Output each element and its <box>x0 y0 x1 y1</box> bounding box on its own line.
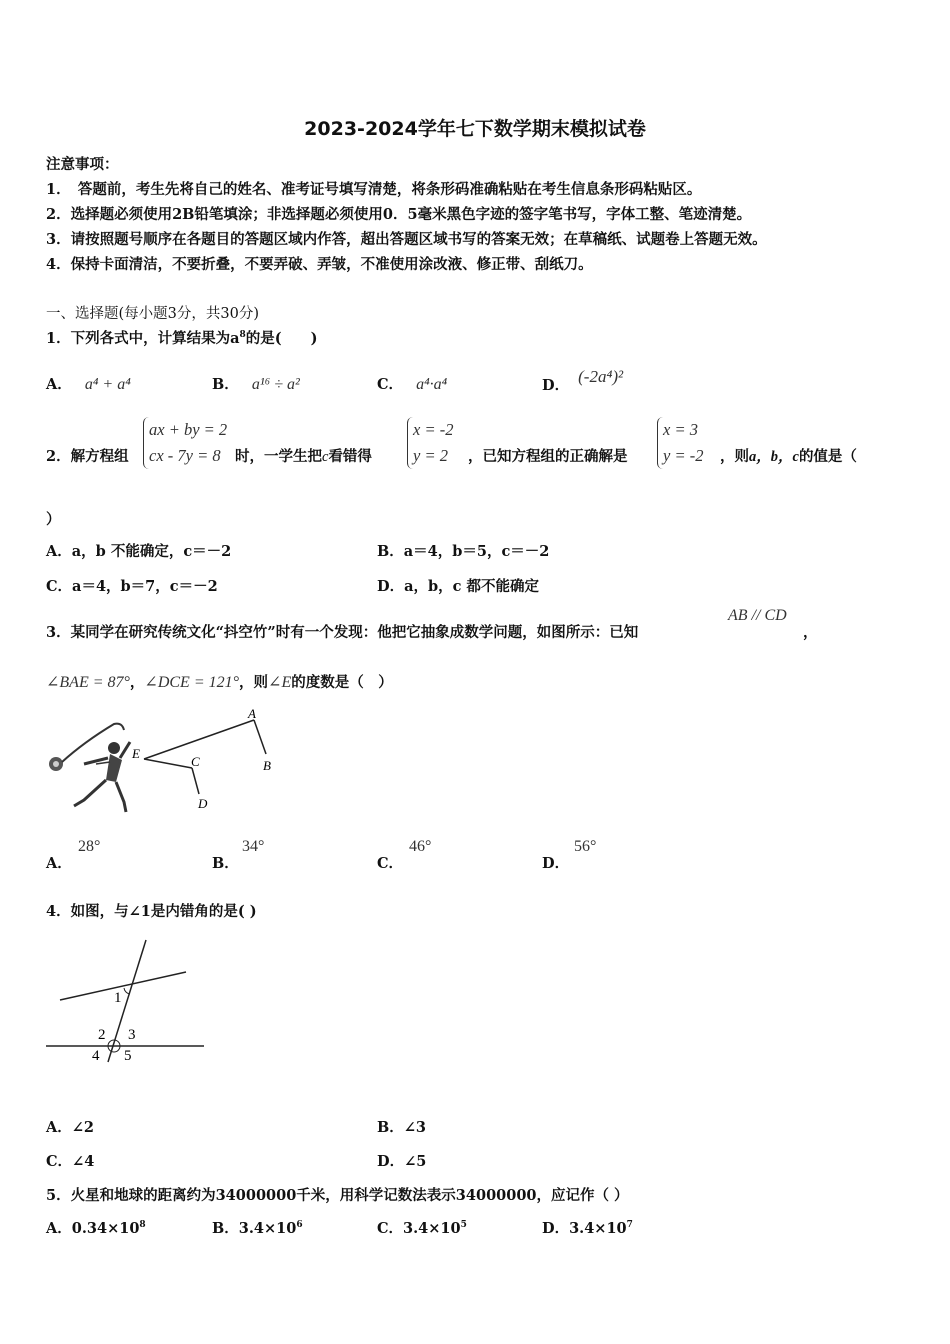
person-illustration <box>49 724 130 812</box>
notice-item: 3．请按照题号顺序在各题目的答题区域内作答，超出答题区域书写的答案无效；在草稿纸、试题卷上答题无效。 <box>46 231 767 248</box>
q3-option-c[interactable]: C． <box>377 855 404 872</box>
fig-label-a: A <box>248 706 256 721</box>
q3-stem-line2: ∠BAE = 87°，∠DCE = 121°，则∠E的度数是（ ） <box>46 674 393 691</box>
q2-stem-part2: 时，一学生把c看错得 <box>235 448 372 465</box>
q2-wrong-solution: x = -2 y = 2 <box>407 417 453 469</box>
q1-option-a[interactable]: A． a⁴ + a⁴ <box>46 376 131 393</box>
q2-correct-solution: x = 3 y = -2 <box>657 417 703 469</box>
notice-heading: 注意事项： <box>46 156 119 173</box>
fig-label-e: E <box>132 746 140 761</box>
notice-item: 2．选择题必须使用2B铅笔填涂；非选择题必须使用0．5毫米黑色字迹的签字笔书写，字体工整、笔迹清楚。 <box>46 206 752 223</box>
q2-option-c[interactable]: C．a＝4，b＝7，c＝－2 <box>46 578 218 595</box>
q1-option-c[interactable]: C． a⁴·a⁴ <box>377 376 448 393</box>
q2-option-d[interactable]: D．a，b，c 都不能确定 <box>377 578 539 595</box>
page-title: 2023-2024学年七下数学期末模拟试卷 <box>304 118 646 140</box>
q4-stem: 4．如图，与∠1是内错角的是( ) <box>46 903 257 920</box>
fig4-label-1: 1 <box>114 990 122 1006</box>
q5-option-c[interactable]: C．$3.4\times 10^5$ <box>377 1220 467 1237</box>
fig-label-b: B <box>263 758 271 773</box>
q2-system-equations: ax + by = 2 cx - 7y = 8 <box>143 417 227 469</box>
q2-option-a[interactable]: A．a，b 不能确定，c＝－2 <box>46 543 232 560</box>
q1-stem: 1．下列各式中，计算结果为$a^8$的是( ) <box>46 330 318 347</box>
geometry-lines <box>144 720 266 794</box>
q3-comma: ， <box>803 624 818 641</box>
q5-option-d[interactable]: D．$3.4\times 10^7$ <box>542 1220 633 1237</box>
fig4-label-5: 5 <box>124 1048 132 1064</box>
fig4-label-3: 3 <box>128 1027 136 1043</box>
q4-option-c[interactable]: C．∠4 <box>46 1153 95 1170</box>
notice-item: 4．保持卡面清洁，不要折叠，不要弄破、弄皱，不准使用涂改液、修正带、刮纸刀。 <box>46 256 593 273</box>
q5-option-b[interactable]: B．$3.4\times 10^6$ <box>212 1220 303 1237</box>
q3-option-c-value: 46° <box>409 838 432 855</box>
q2-stem-part4: ，则a，b，c的值是（ <box>720 448 857 465</box>
q2-stem-part1: 2．解方程组 <box>46 448 129 465</box>
fig-label-d: D <box>198 796 208 811</box>
section-heading: 一、选择题(每小题3分，共30分) <box>46 306 259 322</box>
q3-option-b-value: 34° <box>242 838 265 855</box>
q1-option-b[interactable]: B． a¹⁶ ÷ a² <box>212 376 300 393</box>
q3-option-a[interactable]: A． <box>46 855 72 872</box>
fig4-label-2: 2 <box>98 1027 106 1043</box>
q3-option-d-value: 56° <box>574 838 597 855</box>
q2-option-b[interactable]: B．a＝4，b＝5，c＝－2 <box>377 543 550 560</box>
fig-label-c: C <box>191 754 200 769</box>
notice-item: 1． 答题前，考生先将自己的姓名、准考证号填写清楚，将条形码准确粘贴在考生信息条形码粘贴区。 <box>46 181 702 198</box>
q2-stem-close: ） <box>46 511 61 528</box>
q5-stem: 5．火星和地球的距离约为34000000千米，用科学记数法表示34000000，应记作（ ） <box>46 1187 629 1204</box>
q2-stem-part3: ，已知方程组的正确解是 <box>468 448 628 465</box>
q5-option-a[interactable]: A．$0.34\times 10^8$ <box>46 1220 146 1237</box>
q3-option-d[interactable]: D． <box>542 855 570 872</box>
q4-option-a[interactable]: A．∠2 <box>46 1119 95 1136</box>
q1-option-d[interactable]: D． (-2a⁴)² <box>542 367 624 394</box>
fig4-label-4: 4 <box>92 1048 100 1064</box>
q3-stem: 3．某同学在研究传统文化“抖空竹”时有一个发现：他把它抽象成数学问题，如图所示：已知 <box>46 624 639 641</box>
q4-option-d[interactable]: D．∠5 <box>377 1153 427 1170</box>
q4-option-b[interactable]: B．∠3 <box>377 1119 427 1136</box>
q3-parallel: AB // CD <box>728 607 787 624</box>
q3-option-b[interactable]: B． <box>212 855 239 872</box>
q3-option-a-value: 28° <box>78 838 101 855</box>
q3-figure <box>44 702 284 822</box>
q4-figure <box>44 934 214 1064</box>
